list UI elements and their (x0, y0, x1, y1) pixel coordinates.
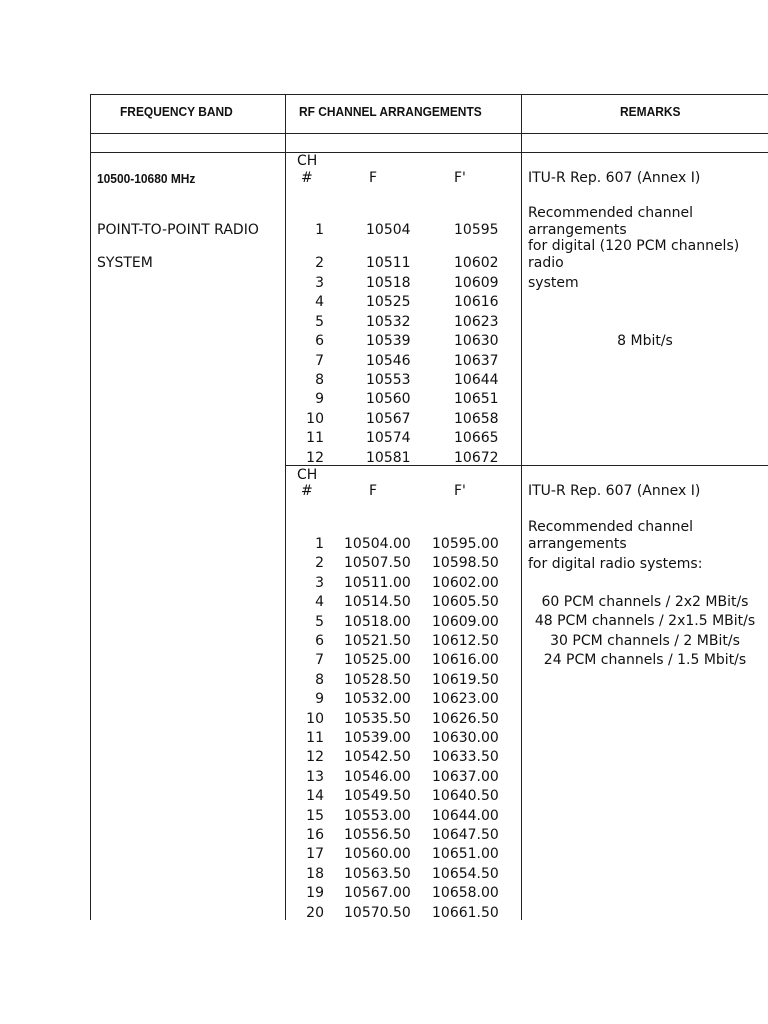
s1-col-f-prime: F' (454, 170, 466, 186)
frequency-f: 10525 (366, 294, 411, 311)
header-bottom-border (90, 133, 768, 134)
frequency-band-value: 10500-10680 MHz (97, 171, 196, 186)
channel-number: 4 (315, 294, 324, 311)
channel-number: 5 (315, 613, 324, 630)
frequency-f-prime: 10647.50 (432, 827, 499, 843)
frequency-f-prime: 10616.00 (432, 652, 499, 669)
frequency-f-prime: 10630 (454, 333, 499, 350)
remark-line: arrangements (528, 222, 627, 238)
system-entry: 48 PCM channels / 2x1.5 MBit/s (534, 613, 756, 630)
frequency-f: 10521.50 (344, 633, 411, 649)
channel-number: 18 (306, 865, 324, 882)
channel-number: 5 (315, 313, 324, 330)
remark-line: Recommended channel (528, 519, 693, 535)
channel-number: 2 (315, 255, 324, 271)
channel-number: 1 (315, 536, 324, 552)
column-divider-2 (521, 94, 522, 920)
frequency-f-prime: 10654.50 (432, 865, 499, 882)
channel-number: 6 (315, 333, 324, 350)
frequency-f-prime: 10598.50 (432, 555, 499, 572)
frequency-f: 10518.00 (344, 613, 411, 630)
channel-number: 3 (315, 275, 324, 291)
frequency-f: 10570.50 (344, 904, 411, 921)
system-label-line1: POINT-TO-POINT RADIO (97, 222, 259, 238)
s1-col-ch-num: # (301, 170, 313, 186)
s2-col-ch-num: # (301, 483, 313, 499)
channel-number: 8 (315, 372, 324, 388)
channel-number: 16 (306, 827, 324, 843)
channel-number: 17 (306, 846, 324, 863)
frequency-f: 10507.50 (344, 555, 411, 572)
frequency-f-prime: 10637.00 (432, 768, 499, 785)
remark-line: for digital (120 PCM channels) (528, 238, 740, 254)
frequency-f-prime: 10595.00 (432, 536, 499, 552)
s2-col-ch: CH (297, 467, 318, 483)
frequency-f: 10532.00 (344, 691, 411, 708)
s1-col-f: F (369, 170, 378, 186)
remark-line: system (528, 275, 579, 291)
channel-number: 9 (315, 691, 324, 708)
frequency-f-prime: 10623 (454, 313, 499, 330)
frequency-f: 10563.50 (344, 865, 411, 882)
channel-number: 1 (315, 222, 324, 238)
channel-number: 10 (306, 710, 324, 727)
frequency-f-prime: 10661.50 (432, 904, 499, 921)
frequency-f: 10542.50 (344, 749, 411, 766)
table-top-border (90, 94, 768, 95)
frequency-f-prime: 10612.50 (432, 633, 499, 649)
frequency-f: 10539.00 (344, 730, 411, 746)
spacer-row-border (90, 152, 768, 153)
frequency-f-prime: 10651.00 (432, 846, 499, 863)
remark-line: radio (528, 255, 564, 271)
s2-col-f-prime: F' (454, 483, 466, 499)
frequency-f: 10567.00 (344, 885, 411, 902)
channel-number: 3 (315, 574, 324, 591)
frequency-f-prime: 10658 (454, 410, 499, 427)
system-entry: 30 PCM channels / 2 MBit/s (550, 632, 740, 649)
frequency-f-prime: 10665 (454, 430, 499, 447)
s1-rate: 8 Mbit/s (617, 333, 673, 349)
channel-number: 14 (306, 788, 324, 805)
frequency-f-prime: 10658.00 (432, 885, 499, 902)
s2-col-f: F (369, 483, 378, 499)
channel-number: 6 (315, 633, 324, 649)
frequency-f-prime: 10644 (454, 372, 499, 388)
channel-number: 19 (306, 885, 324, 902)
frequency-f: 10525.00 (344, 652, 411, 669)
column-divider-1 (285, 94, 286, 920)
table-left-border (90, 94, 91, 920)
remark-line: Recommended channel (528, 205, 693, 221)
frequency-f: 10504 (366, 222, 411, 238)
frequency-f: 10528.50 (344, 671, 411, 688)
system-label-line2: SYSTEM (97, 255, 153, 271)
channel-number: 7 (315, 352, 324, 369)
frequency-f-prime: 10623.00 (432, 691, 499, 708)
frequency-f: 10553.00 (344, 807, 411, 824)
frequency-f-prime: 10626.50 (432, 710, 499, 727)
s2-remark-ref: ITU-R Rep. 607 (Annex I) (528, 483, 701, 499)
frequency-f-prime: 10640.50 (432, 788, 499, 805)
frequency-f-prime: 10630.00 (432, 730, 499, 746)
channel-number: 11 (306, 730, 324, 746)
frequency-f: 10553 (366, 372, 411, 388)
frequency-f: 10539 (366, 333, 411, 350)
frequency-f: 10549.50 (344, 788, 411, 805)
frequency-f-prime: 10644.00 (432, 807, 499, 824)
header-remarks: REMARKS (620, 104, 681, 119)
frequency-f-prime: 10595 (454, 222, 499, 238)
frequency-f-prime: 10672 (454, 449, 499, 466)
frequency-f: 10532 (366, 313, 411, 330)
remark-line: for digital radio systems: (528, 556, 703, 572)
frequency-f-prime: 10602.00 (432, 574, 499, 591)
frequency-f-prime: 10616 (454, 294, 499, 311)
frequency-f: 10560 (366, 391, 411, 408)
frequency-f-prime: 10651 (454, 391, 499, 408)
channel-number: 11 (306, 430, 324, 447)
frequency-f: 10567 (366, 410, 411, 427)
frequency-f: 10535.50 (344, 710, 411, 727)
remark-line: arrangements (528, 536, 627, 552)
frequency-f: 10546.00 (344, 768, 411, 785)
frequency-f: 10581 (366, 449, 411, 466)
channel-number: 12 (306, 749, 324, 766)
system-entry: 24 PCM channels / 1.5 Mbit/s (543, 652, 747, 669)
frequency-f: 10511.00 (344, 574, 411, 591)
frequency-f: 10504.00 (344, 536, 411, 552)
system-entry: 60 PCM channels / 2x2 MBit/s (541, 594, 749, 610)
header-rf-channel-arrangements: RF CHANNEL ARRANGEMENTS (299, 104, 482, 119)
channel-number: 10 (306, 410, 324, 427)
channel-number: 20 (306, 904, 324, 921)
frequency-f: 10514.50 (344, 594, 411, 611)
frequency-f-prime: 10609.00 (432, 613, 499, 630)
channel-number: 2 (315, 555, 324, 572)
frequency-f: 10560.00 (344, 846, 411, 863)
channel-number: 12 (306, 449, 324, 466)
frequency-f-prime: 10633.50 (432, 749, 499, 766)
frequency-f: 10556.50 (344, 827, 411, 843)
frequency-f: 10546 (366, 352, 411, 369)
frequency-f-prime: 10605.50 (432, 594, 499, 611)
section-divider (285, 465, 768, 466)
channel-number: 8 (315, 671, 324, 688)
channel-number: 13 (306, 768, 324, 785)
frequency-f-prime: 10609 (454, 275, 499, 291)
channel-number: 15 (306, 807, 324, 824)
channel-number: 7 (315, 652, 324, 669)
frequency-f: 10518 (366, 275, 411, 291)
header-frequency-band: FREQUENCY BAND (120, 104, 233, 119)
channel-number: 9 (315, 391, 324, 408)
frequency-f: 10511 (366, 255, 411, 271)
frequency-f-prime: 10619.50 (432, 671, 499, 688)
frequency-f: 10574 (366, 430, 411, 447)
s1-remark-ref: ITU-R Rep. 607 (Annex I) (528, 170, 701, 186)
s1-col-ch: CH (297, 153, 318, 169)
channel-number: 4 (315, 594, 324, 611)
frequency-f-prime: 10637 (454, 352, 499, 369)
frequency-f-prime: 10602 (454, 255, 499, 271)
